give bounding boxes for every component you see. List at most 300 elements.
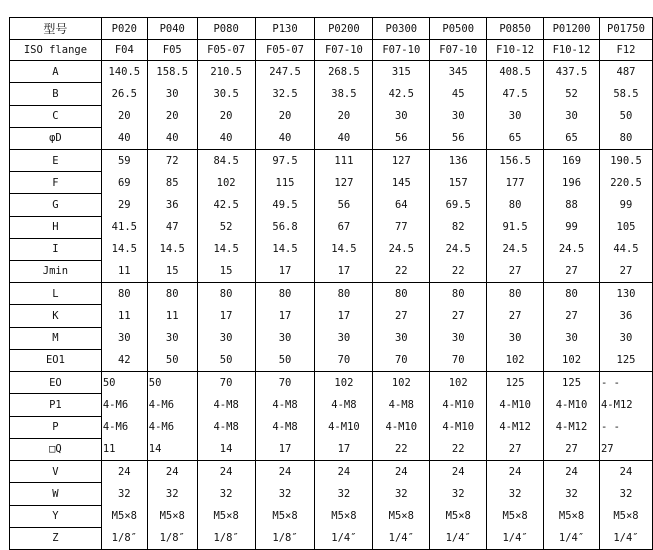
- dimension-value: 30: [451, 110, 465, 122]
- dimension-value: 32: [278, 488, 292, 500]
- dimension-value: 30: [565, 110, 578, 122]
- value-cell: [599, 150, 652, 283]
- dimension-value: 70: [394, 354, 408, 366]
- value-cell: [315, 461, 373, 550]
- dimension-label: M: [10, 328, 101, 350]
- dimension-value: 70: [337, 354, 351, 366]
- dimension-value: 30: [117, 332, 131, 344]
- dimension-value: 80: [278, 288, 292, 300]
- dimension-value: 4-M6: [102, 421, 129, 433]
- value-cell: [599, 283, 652, 372]
- dimension-value: 59: [117, 155, 131, 167]
- dimension-value: 40: [337, 132, 351, 144]
- dimension-value: 47.5: [502, 88, 528, 100]
- dimension-value: 45: [451, 88, 465, 100]
- value-cell: [430, 372, 487, 461]
- iso-flange-value: F10-12: [487, 40, 544, 61]
- value-cell: [255, 283, 315, 372]
- dimension-value: 125: [562, 377, 582, 389]
- dimension-labels: [10, 461, 102, 550]
- dimension-value: 52: [219, 221, 233, 233]
- dimension-value: 24: [117, 466, 131, 478]
- dimension-label: P1: [10, 394, 101, 416]
- dimension-value: 20: [278, 110, 292, 122]
- dimension-value: 4-M8: [272, 421, 298, 433]
- dimension-value: 1/8″: [159, 532, 185, 544]
- value-cell: [101, 61, 147, 150]
- dimension-value: 14: [219, 443, 233, 455]
- dimension-label: H: [10, 217, 101, 239]
- header-model-p0500: P0500: [430, 18, 487, 40]
- dimension-value: 102: [448, 377, 468, 389]
- dimension-value: 4-M10: [442, 421, 475, 433]
- dimension-value: 32.5: [272, 88, 298, 100]
- dimension-value: 125: [616, 354, 636, 366]
- dimension-value: 32: [337, 488, 351, 500]
- dimension-value: 88: [565, 199, 578, 211]
- dimension-value: 190.5: [610, 155, 642, 167]
- value-cell: [544, 150, 600, 283]
- dimension-value: 102: [562, 354, 582, 366]
- dimension-value: 50: [619, 110, 633, 122]
- dimension-value: 67: [337, 221, 351, 233]
- dimension-value: 22: [451, 443, 465, 455]
- dimension-value: 102: [216, 177, 236, 189]
- dimension-group-4: [10, 372, 653, 461]
- dimension-table: [9, 17, 653, 550]
- value-cell: [315, 283, 373, 372]
- dimension-value: M5×8: [213, 510, 239, 522]
- value-cell: [544, 61, 600, 150]
- dimension-value: 32: [117, 488, 131, 500]
- dimension-value: 32: [394, 488, 408, 500]
- dimension-value: 4-M6: [102, 399, 129, 411]
- dimension-value: 17: [337, 265, 351, 277]
- dimension-value: 99: [619, 199, 633, 211]
- dimension-value: 65: [565, 132, 578, 144]
- dimension-value: 4-M6: [148, 421, 175, 433]
- dimension-value: 29: [117, 199, 131, 211]
- dimension-value: 24: [451, 466, 465, 478]
- dimension-value: 1/8″: [272, 532, 298, 544]
- value-cell: [197, 61, 255, 150]
- dimension-value: 85: [165, 177, 179, 189]
- header-model-p01750: P01750: [599, 18, 652, 40]
- dimension-value: 210.5: [210, 66, 242, 78]
- value-cell: [101, 372, 147, 461]
- value-cell: [255, 461, 315, 550]
- dimension-value: 156.5: [499, 155, 531, 167]
- header-model-p0300: P0300: [373, 18, 430, 40]
- dimension-value: M5×8: [502, 510, 528, 522]
- dimension-value: 36: [619, 310, 633, 322]
- dimension-label: K: [10, 305, 101, 327]
- dimension-value: 125: [505, 377, 525, 389]
- dimension-value: 15: [165, 265, 179, 277]
- header-model-p020: P020: [101, 18, 147, 40]
- dimension-label: φD: [49, 132, 62, 145]
- value-cell: [255, 61, 315, 150]
- value-cell: [101, 461, 147, 550]
- value-cell: [147, 372, 197, 461]
- iso-flange-value: F07-10: [430, 40, 487, 61]
- iso-flange-row: [10, 40, 653, 61]
- iso-flange-value: F05: [147, 40, 197, 61]
- dimension-value: 14: [148, 443, 162, 455]
- dimension-value: 17: [278, 443, 292, 455]
- iso-flange-value: F07-10: [315, 40, 373, 61]
- dimension-value: 111: [334, 155, 354, 167]
- dimension-value: 24: [278, 466, 292, 478]
- value-cell: [599, 461, 652, 550]
- dimension-value: 24: [508, 466, 522, 478]
- dimension-value: 24: [337, 466, 351, 478]
- value-cell: [101, 150, 147, 283]
- dimension-value: 20: [117, 110, 131, 122]
- header-model-p080: P080: [197, 18, 255, 40]
- dimension-value: 52: [565, 88, 578, 100]
- dimension-value: 105: [616, 221, 636, 233]
- value-cell: [430, 61, 487, 150]
- dimension-value: 22: [394, 265, 408, 277]
- dimension-value: 157: [448, 177, 468, 189]
- dimension-value: 69: [117, 177, 131, 189]
- dimension-value: 50: [165, 354, 179, 366]
- header-model-p0850: P0850: [487, 18, 544, 40]
- dimension-group-1: [10, 61, 653, 150]
- dimension-value: 140.5: [108, 66, 141, 78]
- dimension-value: 80: [337, 288, 351, 300]
- dimension-value: 30: [394, 110, 408, 122]
- dimension-value: 102: [334, 377, 354, 389]
- iso-flange-value: F05-07: [197, 40, 255, 61]
- dimension-label: Jmin: [42, 265, 69, 278]
- dimension-label: G: [10, 194, 101, 216]
- dimension-value: 32: [619, 488, 633, 500]
- value-cell: [599, 61, 652, 150]
- header-model-p130: P130: [255, 18, 315, 40]
- dimension-value: 1/8″: [111, 532, 137, 544]
- dimension-value: 220.5: [610, 177, 642, 189]
- dimension-value: 268.5: [328, 66, 360, 78]
- dimension-value: - -: [600, 377, 620, 389]
- dimension-value: 102: [391, 377, 411, 389]
- dimension-value: 70: [278, 377, 292, 389]
- dimension-value: 80: [451, 288, 465, 300]
- dimension-value: 70: [219, 377, 233, 389]
- dimension-label: A: [10, 61, 101, 83]
- dimension-label: Z: [52, 532, 59, 545]
- dimension-value: 4-M10: [385, 421, 418, 433]
- dimension-labels: [10, 61, 102, 150]
- dimension-label: Y: [10, 506, 101, 528]
- dimension-value: 20: [165, 110, 179, 122]
- value-cell: [147, 283, 197, 372]
- dimension-value: 4-M6: [148, 399, 175, 411]
- dimension-label: B: [10, 83, 101, 105]
- dimension-value: 27: [565, 265, 578, 277]
- value-cell: [197, 461, 255, 550]
- dimension-value: M5×8: [331, 510, 357, 522]
- dimension-value: 36: [165, 199, 179, 211]
- dimension-value: 1/4″: [558, 532, 585, 544]
- value-cell: [487, 461, 544, 550]
- value-cell: [373, 61, 430, 150]
- dimension-value: 24: [565, 466, 578, 478]
- dimension-value: 56: [451, 132, 465, 144]
- dimension-value: M5×8: [388, 510, 414, 522]
- dimension-value: 24: [165, 466, 179, 478]
- dimension-value: 32: [451, 488, 465, 500]
- dimension-value: 72: [165, 155, 179, 167]
- dimension-value: 14.5: [272, 243, 298, 255]
- dimension-value: 27: [600, 443, 614, 455]
- dimension-value: 27: [565, 443, 578, 455]
- iso-flange-value: F10-12: [544, 40, 600, 61]
- dimension-label: W: [10, 483, 101, 505]
- dimension-value: 30.5: [213, 88, 239, 100]
- dimension-value: 27: [508, 265, 522, 277]
- dimension-value: M5×8: [159, 510, 185, 522]
- dimension-value: 345: [448, 66, 468, 78]
- dimension-value: 408.5: [499, 66, 531, 78]
- value-cell: [147, 461, 197, 550]
- dimension-value: 4-M12: [499, 421, 531, 433]
- dimension-value: 50: [278, 354, 292, 366]
- dimension-value: 24.5: [388, 243, 414, 255]
- dimension-value: 196: [562, 177, 582, 189]
- iso-flange-value: F07-10: [373, 40, 430, 61]
- header-model-p01200: P01200: [544, 18, 600, 40]
- header-model-label: 型号: [10, 18, 102, 40]
- dimension-value: 136: [448, 155, 468, 167]
- dimension-value: 27: [508, 310, 522, 322]
- dimension-value: 32: [565, 488, 578, 500]
- dimension-value: 130: [616, 288, 636, 300]
- dimension-value: 17: [337, 443, 351, 455]
- dimension-value: 315: [391, 66, 411, 78]
- dimension-value: 1/4″: [331, 532, 357, 544]
- dimension-value: M5×8: [445, 510, 471, 522]
- dimension-value: 4-M12: [555, 421, 588, 433]
- dimension-value: 11: [117, 310, 131, 322]
- dimension-value: 80: [619, 132, 633, 144]
- dimension-label: □Q: [49, 443, 62, 456]
- dimension-value: 15: [219, 265, 233, 277]
- dimension-value: 177: [505, 177, 525, 189]
- dimension-value: 32: [508, 488, 522, 500]
- value-cell: [315, 372, 373, 461]
- dimension-value: 14.5: [213, 243, 239, 255]
- value-cell: [487, 61, 544, 150]
- dimension-value: 11: [102, 443, 116, 455]
- dimension-value: 1/4″: [445, 532, 471, 544]
- value-cell: [430, 283, 487, 372]
- dimension-value: 27: [619, 265, 633, 277]
- dimension-value: 41.5: [111, 221, 137, 233]
- dimension-label: C: [10, 106, 101, 128]
- dimension-labels: [10, 150, 102, 283]
- dimension-value: 99: [565, 221, 578, 233]
- dimension-value: 24: [394, 466, 408, 478]
- value-cell: [147, 61, 197, 150]
- dimension-value: 32: [165, 488, 179, 500]
- dimension-value: 30: [165, 88, 179, 100]
- dimension-value: 22: [394, 443, 408, 455]
- value-cell: [544, 461, 600, 550]
- dimension-value: 80: [117, 288, 131, 300]
- dimension-value: 27: [508, 443, 522, 455]
- dimension-value: 47: [165, 221, 179, 233]
- dimension-value: 40: [219, 132, 233, 144]
- dimension-value: 4-M10: [442, 399, 475, 411]
- dimension-value: 84.5: [213, 155, 239, 167]
- value-cell: [373, 461, 430, 550]
- dimension-value: 4-M10: [555, 399, 588, 411]
- dimension-value: - -: [600, 421, 620, 433]
- value-cell: [430, 461, 487, 550]
- dimension-value: 42.5: [213, 199, 239, 211]
- iso-flange-value: F05-07: [255, 40, 315, 61]
- iso-flange-value: F04: [101, 40, 147, 61]
- dimension-value: 14.5: [111, 243, 137, 255]
- dimension-value: 30: [165, 332, 179, 344]
- dimension-label: EO: [10, 372, 101, 394]
- dimension-value: 30: [451, 332, 465, 344]
- dimension-label: EO1: [45, 354, 65, 367]
- dimension-value: 17: [278, 265, 292, 277]
- dimension-value: M5×8: [272, 510, 298, 522]
- dimension-labels: [10, 372, 102, 461]
- header-row: [10, 18, 653, 40]
- dimension-value: 30: [278, 332, 292, 344]
- dimension-value: 77: [394, 221, 408, 233]
- dimension-value: 40: [117, 132, 131, 144]
- value-cell: [599, 372, 652, 461]
- value-cell: [487, 372, 544, 461]
- dimension-value: 65: [508, 132, 522, 144]
- dimension-value: 102: [505, 354, 525, 366]
- dimension-value: 437.5: [555, 66, 588, 78]
- dimension-value: 17: [219, 310, 233, 322]
- value-cell: [197, 283, 255, 372]
- value-cell: [315, 150, 373, 283]
- dimension-value: 1/4″: [613, 532, 639, 544]
- dimension-value: 4-M8: [388, 399, 414, 411]
- dimension-value: 24.5: [445, 243, 471, 255]
- dimension-value: 50: [219, 354, 233, 366]
- dimension-value: 4-M12: [600, 399, 633, 411]
- dimension-value: 64: [394, 199, 408, 211]
- dimension-value: 1/4″: [502, 532, 528, 544]
- dimension-value: M5×8: [111, 510, 137, 522]
- value-cell: [315, 61, 373, 150]
- dimension-value: 40: [278, 132, 292, 144]
- dimension-value: 487: [616, 66, 636, 78]
- dimension-value: 27: [451, 310, 465, 322]
- dimension-value: 11: [165, 310, 179, 322]
- dimension-value: 158.5: [156, 66, 189, 78]
- dimension-value: 20: [219, 110, 233, 122]
- value-cell: [373, 283, 430, 372]
- dimension-value: 82: [451, 221, 465, 233]
- dimension-label: L: [10, 283, 101, 305]
- value-cell: [197, 150, 255, 283]
- value-cell: [255, 150, 315, 283]
- dimension-value: 44.5: [613, 243, 639, 255]
- dimension-value: 4-M8: [213, 421, 239, 433]
- dimension-value: 42.5: [388, 88, 414, 100]
- dimension-value: 30: [619, 332, 633, 344]
- dimension-value: 80: [508, 199, 522, 211]
- value-cell: [487, 150, 544, 283]
- dimension-labels: [10, 283, 102, 372]
- dimension-value: 80: [508, 288, 522, 300]
- dimension-value: 42: [117, 354, 131, 366]
- dimension-label: E: [10, 150, 101, 172]
- dimension-value: 80: [219, 288, 233, 300]
- dimension-label: P: [10, 417, 101, 439]
- dimension-value: 4-M8: [331, 399, 357, 411]
- dimension-value: 32: [219, 488, 233, 500]
- dimension-value: M5×8: [613, 510, 639, 522]
- dimension-value: 4-M8: [213, 399, 239, 411]
- value-cell: [487, 283, 544, 372]
- dimension-value: 20: [337, 110, 351, 122]
- value-cell: [373, 372, 430, 461]
- dimension-label: F: [10, 172, 101, 194]
- dimension-value: 38.5: [331, 88, 357, 100]
- dimension-value: 17: [337, 310, 351, 322]
- dimension-value: 1/4″: [388, 532, 414, 544]
- dimension-value: 58.5: [613, 88, 639, 100]
- dimension-value: 17: [278, 310, 292, 322]
- dimension-value: 30: [508, 110, 522, 122]
- dimension-value: 49.5: [272, 199, 298, 211]
- dimension-value: 14.5: [331, 243, 357, 255]
- dimension-value: 50: [148, 377, 162, 389]
- dimension-value: 27: [394, 310, 408, 322]
- dimension-value: 50: [102, 377, 116, 389]
- dimension-value: 80: [394, 288, 408, 300]
- dimension-value: 1/8″: [213, 532, 239, 544]
- dimension-value: 40: [165, 132, 179, 144]
- dimension-value: 30: [337, 332, 351, 344]
- dimension-value: 80: [165, 288, 179, 300]
- iso-flange-value: F12: [599, 40, 652, 61]
- dimension-value: 4-M10: [499, 399, 531, 411]
- dimension-value: 14.5: [159, 243, 185, 255]
- value-cell: [255, 372, 315, 461]
- dimension-value: 91.5: [502, 221, 528, 233]
- header-model-p040: P040: [147, 18, 197, 40]
- dimension-value: M5×8: [558, 510, 585, 522]
- dimension-value: 80: [565, 288, 578, 300]
- value-cell: [197, 372, 255, 461]
- dimension-value: 30: [394, 332, 408, 344]
- dimension-value: 56: [337, 199, 351, 211]
- dimension-value: 22: [451, 265, 465, 277]
- dimension-value: 30: [508, 332, 522, 344]
- dimension-value: 145: [391, 177, 411, 189]
- dimension-value: 69.5: [445, 199, 471, 211]
- dimension-value: 24.5: [558, 243, 585, 255]
- dimension-label: V: [10, 461, 101, 483]
- dimension-value: 70: [451, 354, 465, 366]
- dimension-value: 4-M10: [328, 421, 360, 433]
- dimension-value: 24: [619, 466, 633, 478]
- value-cell: [430, 150, 487, 283]
